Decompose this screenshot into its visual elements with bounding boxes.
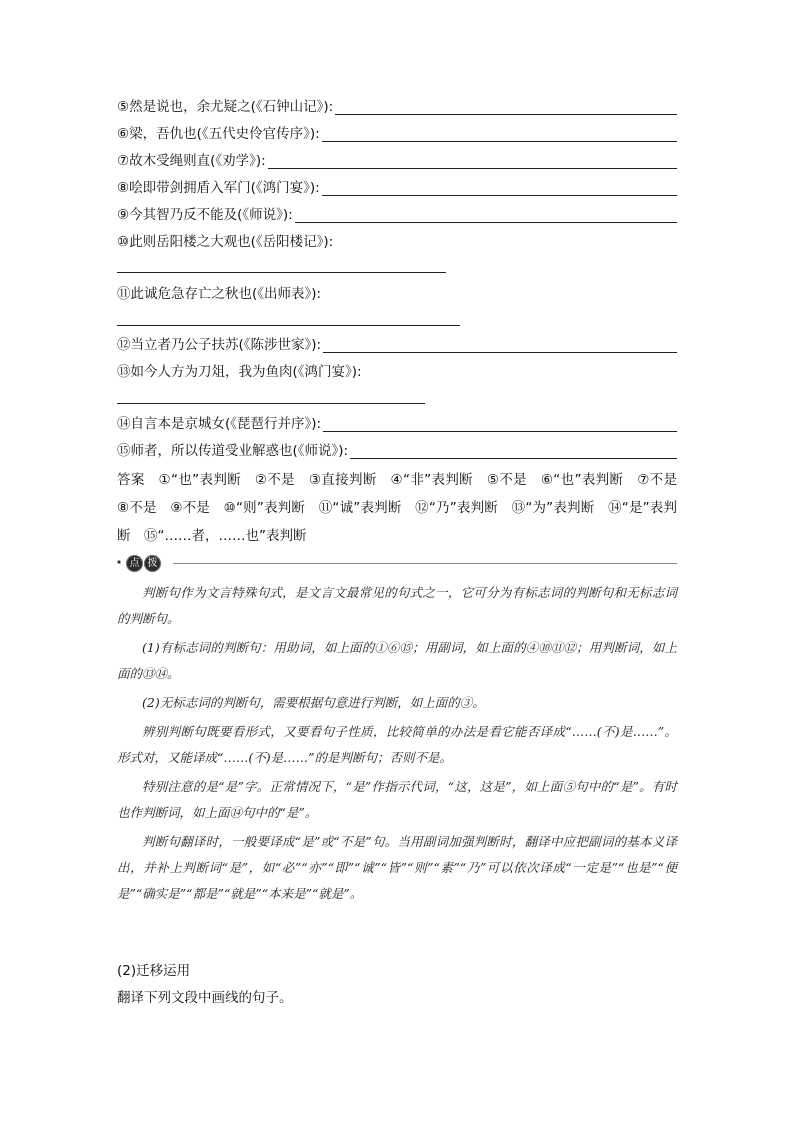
question-line [117,205,677,223]
divider [173,563,677,564]
tip-body [117,580,677,910]
answer-blank[interactable] [268,154,677,169]
answer-blank[interactable] [117,272,446,273]
question-line [117,178,677,196]
tip-badge: 点 [126,555,143,572]
tip-paragraph: 辨别判断句既要看形式，又要看句子性质，比较简单的办法是看它能否译成“……(不)是……”。形式对，又能译成“……(不)是……”的是判断句；否则不是。 [117,724,677,765]
question-line [117,151,677,169]
question-text: ⑤然是说也，余尤疑之(《石钟山记》): [117,99,334,115]
question-text: ⑨今其智乃反不能及(《师说》): [117,207,293,223]
section-instruction: 翻译下列文段中画线的句子。 [117,990,293,1006]
tip-paragraph: 特别注意的是“是”字。正常情况下，“是”作指示代词，“这，这是”，如上面⑤句中的“是”。有时也作判断词，如上面⑭句中的“是”。 [117,779,677,820]
question-line [117,97,677,115]
tip-header [117,554,677,574]
answer-blank[interactable] [350,444,677,459]
question-line [117,362,362,380]
answer-blank[interactable] [335,100,677,115]
answer-blank[interactable] [322,127,677,142]
answer-blank[interactable] [322,181,677,196]
question-text: ⑬如今人方为刀俎，我为鱼肉(《鸿门宴》): [117,364,362,380]
tip-paragraph: (2)无标志词的判断句，需要根据句意进行判断，如上面的③。 [142,695,485,710]
question-line [117,284,321,302]
answer-key: 答案 ①“也”表判断 ②不是 ③直接判断 ④“非”表判断 ⑤不是 ⑥“也”表判断 ⑦不是 ⑧不是 ⑨不是 ⑩“则”表判断 ⑪“诚”表判断 ⑫“乃”表判断 ⑬“为”表判断 ⑭“是”表判断 ⑮“……者，……也”表判断 [117,472,691,544]
tip-badge: 拨 [144,555,161,572]
tip-paragraph: 判断句翻译时，一般要译成“是”或“不是”句。当用副词加强判断时，翻译中应把副词的基本义译出，并补上判断词“是”，如“必”“亦”“即”“诚”“皆”“则”“素”“乃”可以依次译成“一定是”“也是”“便是”“确实是”“都是”“就是”“本来是”“就是”。 [117,834,677,901]
question-text: ⑭自言本是京城女(《琵琶行并序》): [117,416,322,432]
answer-blank[interactable] [117,403,425,404]
question-line [117,441,677,459]
tip-paragraph: (1)有标志词的判断句：用助词，如上面的①⑥⑮；用副词，如上面的④⑩⑪⑫；用判断词，如上面的⑬⑭。 [117,640,677,681]
question-line [117,124,677,142]
question-text: ⑫当立者乃公子扶苏(《陈涉世家》): [117,337,322,353]
question-text: ⑮师者，所以传道受业解惑也(《师说》): [117,443,349,459]
question-text: ⑩此则岳阳楼之大观也(《岳阳楼记》): [117,234,334,250]
section-heading: (2)迁移运用 [117,963,191,979]
answer-blank[interactable] [323,417,677,432]
answer-blank[interactable] [323,338,677,353]
question-text: ⑦故木受绳则直(《劝学》): [117,153,266,169]
question-line [117,335,677,353]
tip-paragraph: 判断句作为文言特殊句式，是文言文最常见的句式之一，它可分为有标志词的判断句和无标志词的判断句。 [117,585,677,626]
question-line [117,232,333,250]
question-text: ⑧哙即带剑拥盾入军门(《鸿门宴》): [117,180,320,196]
bullet-dot-icon [117,560,121,564]
question-text: ⑥梁，吾仇也(《五代史伶官传序》): [117,126,320,142]
question-text: ⑪此诚危急存亡之秋也(《出师表》): [117,286,322,302]
answer-blank[interactable] [117,325,460,326]
answer-blank[interactable] [295,208,677,223]
question-line [117,414,677,432]
